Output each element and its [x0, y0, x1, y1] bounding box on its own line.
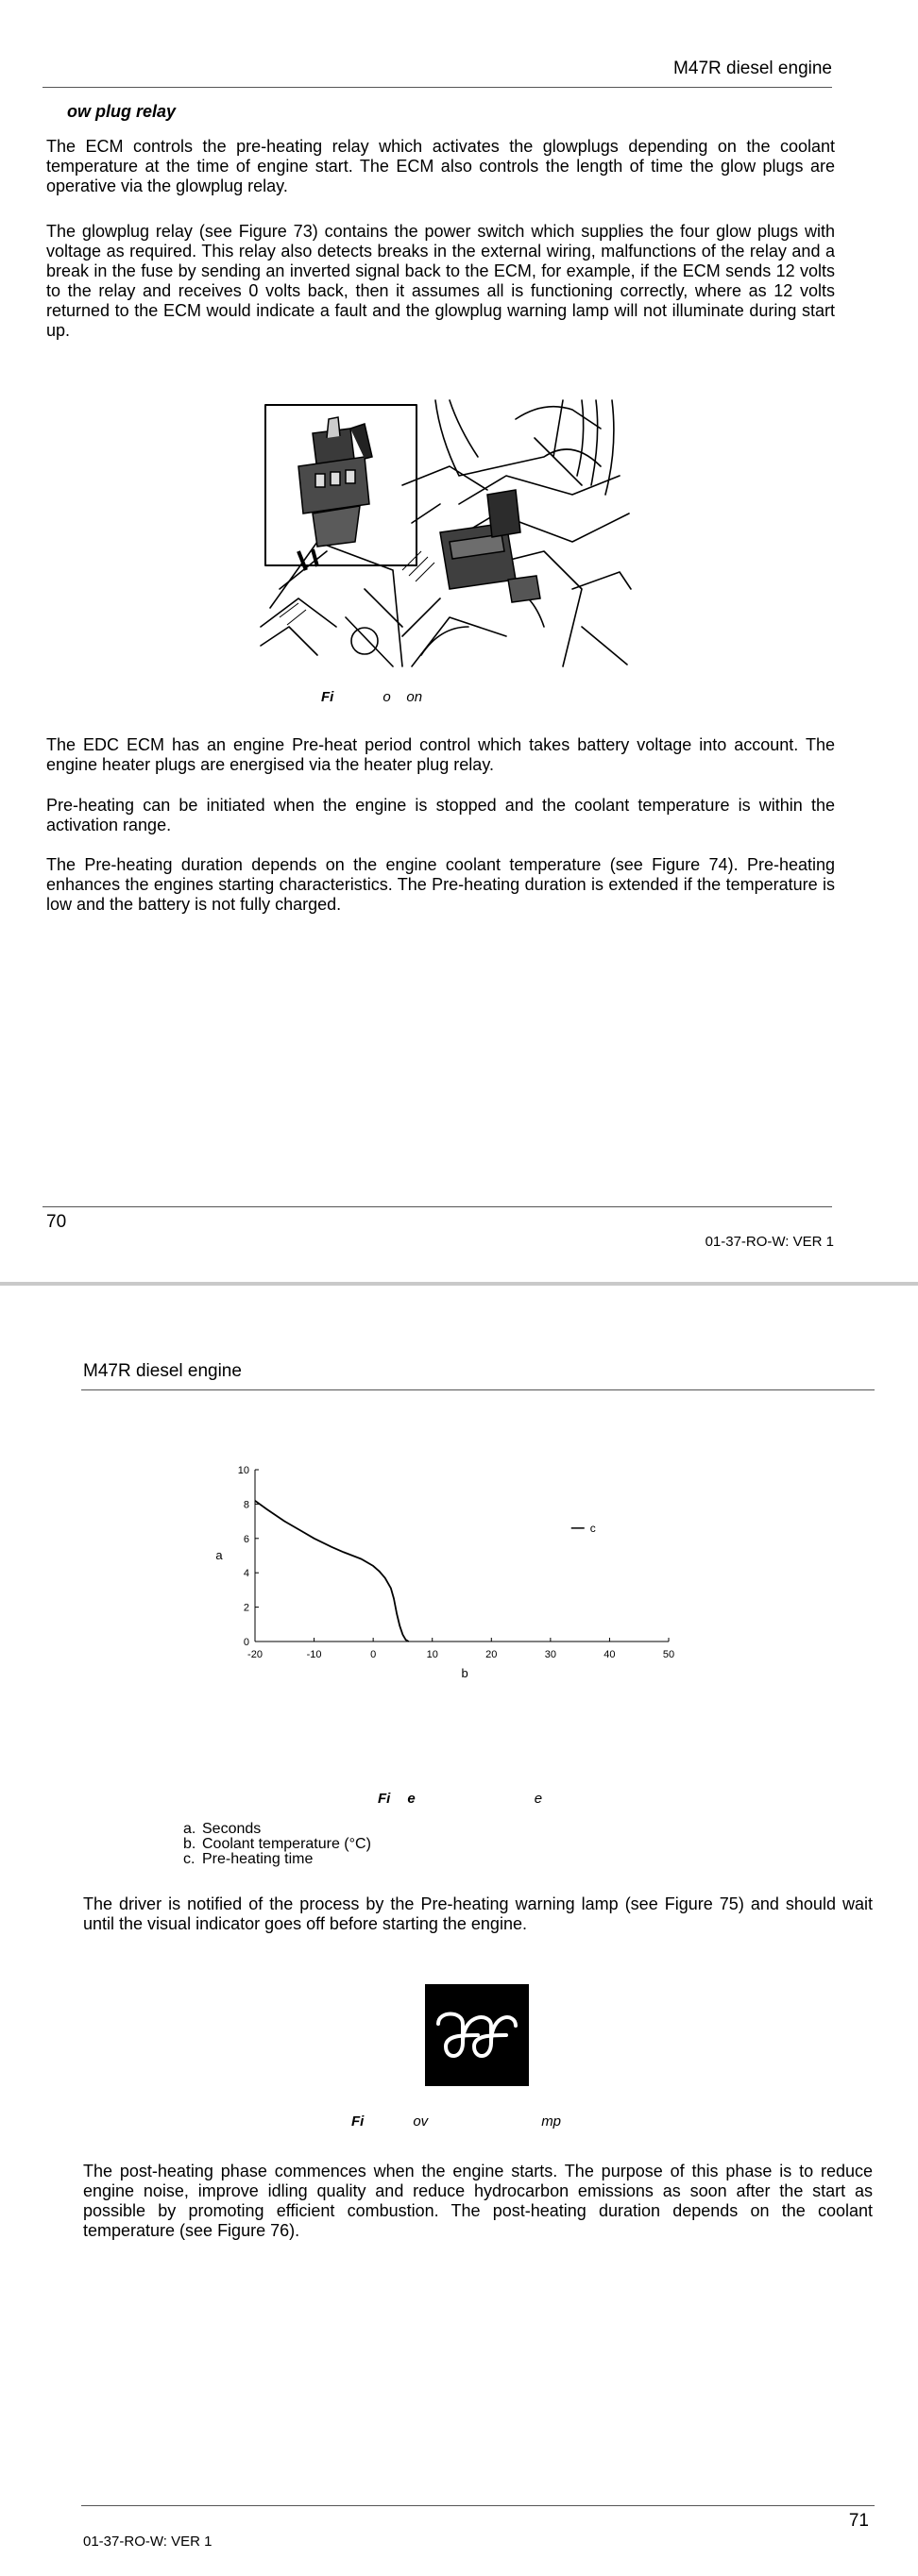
paragraph-6: The driver is notified of the process by the Pre-heating warning lamp (see Figure 75) and should wait until the visual indicator goes off before starting the engine. — [83, 1894, 873, 1933]
legend-label: c — [589, 1521, 596, 1535]
x-tick-label: 0 — [370, 1649, 377, 1660]
glowplug-relay-illustration — [261, 400, 631, 666]
paragraph-4: Pre-heating can be initiated when the engine is stopped and the coolant temperature is within the activation range. — [46, 796, 835, 834]
figure-caption-mid: ov — [413, 2113, 429, 2130]
footer-rule — [42, 1206, 832, 1207]
document-reference: 01-37-RO-W: VER 1 — [83, 2534, 212, 2550]
page-70 — [0, 0, 918, 1282]
figure-caption-mid: e — [407, 1791, 416, 1807]
x-tick-label: -20 — [247, 1649, 263, 1660]
figure-caption-prefix: Fi — [321, 689, 334, 705]
footer-rule — [81, 2505, 875, 2506]
preheating-time-chart — [189, 1460, 699, 1680]
x-tick-label: -10 — [306, 1649, 322, 1660]
paragraph-5: The Pre-heating duration depends on the engine coolant temperature (see Figure 74). Pre-heating enhances the engines starting characteristics. The Pre-heating duration is extended if the temperature is low and the battery is not fully charged. — [46, 855, 835, 914]
figure-73-caption — [321, 689, 422, 705]
page-number: 70 — [46, 1212, 67, 1232]
chart-series — [255, 1501, 409, 1642]
paragraph-1: The ECM controls the pre-heating relay which activates the glowplugs depending on the coolant temperature at the time of engine start. The ECM also controls the length of time the glow plugs are operative via the glowplug relay. — [46, 137, 835, 195]
preheating-warning-lamp — [425, 1984, 529, 2086]
x-tick-label: 10 — [426, 1649, 438, 1660]
y-tick-label: 8 — [243, 1499, 249, 1511]
paragraph-3: The EDC ECM has an engine Pre-heat period control which takes battery voltage into account. The engine heater plugs are energised via the heater plug relay. — [46, 735, 835, 774]
figure-caption-text: e — [534, 1791, 543, 1807]
paragraph-7: The post-heating phase commences when the engine starts. The purpose of this phase is to reduce engine noise, improve idling quality and reduce hydrocarbon emissions as soon after the start as possible by promoting efficient combustion. The post-heating duration depends on the coolant temperature (see Figure 76). — [83, 2162, 873, 2240]
page-71 — [0, 1286, 918, 2576]
figure-caption-prefix: Fi — [351, 2113, 365, 2130]
legend-item: b. Coolant temperature (°C) — [183, 1836, 371, 1852]
chart-axis-labels — [215, 1548, 468, 1680]
page-header: M47R diesel engine — [673, 59, 832, 78]
figure-caption-prefix: Fi — [378, 1791, 391, 1807]
chart-ticks — [238, 1465, 674, 1660]
y-axis-label: a — [215, 1548, 223, 1562]
x-axis-label: b — [461, 1666, 468, 1680]
figure-74-caption — [378, 1791, 542, 1807]
legend-item: c. Pre-heating time — [183, 1851, 314, 1867]
header-rule — [81, 1389, 875, 1390]
y-tick-label: 4 — [243, 1568, 249, 1580]
chart-axes — [255, 1470, 669, 1642]
section-heading: ow plug relay — [67, 102, 177, 121]
y-tick-label: 6 — [243, 1533, 249, 1545]
legend-item: a. Seconds — [183, 1821, 262, 1837]
x-tick-label: 30 — [544, 1649, 556, 1660]
y-tick-label: 0 — [243, 1637, 249, 1648]
header-rule — [42, 87, 832, 88]
page-number: 71 — [848, 2511, 869, 2531]
figure-caption-text: mp — [541, 2113, 562, 2130]
series-line — [255, 1501, 409, 1642]
chart-legend — [571, 1522, 596, 1535]
chart-legend-list — [183, 1822, 371, 1867]
document-reference: 01-37-RO-W: VER 1 — [705, 1234, 834, 1250]
x-tick-label: 20 — [485, 1649, 498, 1660]
figure-caption-text: o on — [382, 689, 423, 705]
y-tick-label: 2 — [243, 1602, 249, 1614]
x-tick-label: 40 — [604, 1649, 616, 1660]
paragraph-2: The glowplug relay (see Figure 73) contains the power switch which supplies the four glow plugs with voltage as required. This relay also detects breaks in the external wiring, malfunctions of the relay and a break in the fuse by sending an inverted signal back to the ECM, for example, if the ECM sends 12 volts to the relay and receives 0 volts back, then it assumes all is functioning correctly, where as 12 volts returned to the ECM would indicate a fault and the glowplug warning lamp will not illuminate during start up. — [46, 222, 835, 340]
glowplug-coil-icon — [425, 1984, 529, 2086]
page-header: M47R diesel engine — [83, 1361, 242, 1381]
y-tick-label: 10 — [237, 1465, 249, 1476]
x-tick-label: 50 — [662, 1649, 675, 1660]
figure-75-caption — [351, 2113, 561, 2130]
